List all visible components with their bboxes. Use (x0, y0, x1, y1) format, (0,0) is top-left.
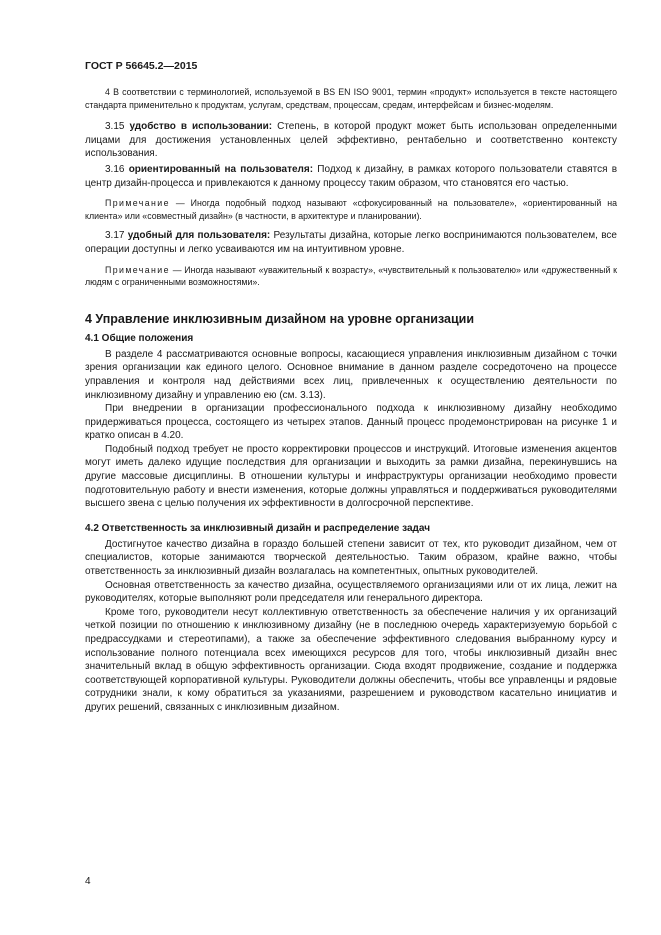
term-definition: Результаты дизайна, которые легко воспринимаются пользователем, все операции доступны и легко усваиваются им на интуитивном уровне. (85, 230, 617, 255)
page-number: 4 (85, 876, 91, 887)
section-4-1-heading: 4.1 Общие положения (85, 332, 194, 344)
paragraph: Основная ответственность за качество дизайна, осуществляемого организациями или от их лица, лежит на руководителях, которые выполняют роли председателя или генерального директора. (85, 579, 617, 605)
primechanie-2 (85, 264, 617, 289)
note-label: Примечание (105, 264, 170, 275)
page-content (85, 86, 617, 715)
primechanie-1 (85, 197, 617, 222)
section-4-heading: 4 Управление инклюзивным дизайном на уровне организации (85, 311, 475, 326)
paragraph: Достигнутое качество дизайна в гораздо большей степени зависит от тех, кто руководит дизайном, чем от специалистов, которые занимаются творческой деятельностью. Таким образом, крайне важно, чтобы ответственность за инклюзивный дизайн возлагалась на компетентных, опытных руководителей. (85, 538, 617, 578)
term-title: ориентированный на пользователя: (128, 163, 314, 175)
term-definition: Степень, в которой продукт может быть использован определенными лицами для достижения установленных целей эффективно, рентабельно и соответственно контексту использования. (85, 121, 618, 160)
term-3-17 (85, 229, 617, 256)
term-number: 3.17 (105, 230, 125, 242)
paragraph: Подобный подход требует не просто корректировки процессов и инструкций. Итоговые изменения акцентов могут иметь далеко идущие последствия для организации и выходить за рамки дизайна, перекинувшись на другие массовые дисциплины. В отношении культуры и инфраструктуры организации необходимо провести подготовительную работу и внести изменения, которые должны управляться и поддерживаться руководителями высшего звена с целью получения их эффективности в долгосрочной перспективе. (85, 443, 617, 510)
note-4: 4 В соответствии с терминологией, используемой в BS EN ISO 9001, термин «продукт» используется в тексте настоящего стандарта применительно к продуктам, услугам, средствам, процессам, средам, интерфейсам и бизнес-моделям. (85, 87, 617, 110)
paragraph: При внедрении в организации профессионального подхода к инклюзивному дизайну необходимо придерживаться процесса, состоящего из четырех этапов. Данный процесс продемонстрирован на рисунке 1 и кратко описан в 4.20. (85, 403, 617, 442)
term-number: 3.16 (105, 163, 125, 175)
paragraph: Кроме того, руководители несут коллективную ответственность за обеспечение наличия у их организаций четкой позиции по отношению к инклюзивному дизайну (не в последнюю очередь характеризуемую борьбой с предрассудками и стереотипами), а также за обеспечение эффективного следования выбранному курсу и использование полного потенциала всех имеющихся ресурсов для того, чтобы инклюзивный дизайн внес значительный вклад в общую эффективность организации. Сюда входят продвижение, создание и поддержка соответствующей корпоративной культуры. Руководители должны обеспечить, чтобы все управленцы и рядовые сотрудники знали, к кому обратиться за указаниями, разрешением и руководством касательно инициатив и других решений, связанных с инклюзивным дизайном. (85, 606, 617, 713)
standard-code-header: ГОСТ Р 56645.2—2015 (85, 60, 198, 72)
section-4-2-heading: 4.2 Ответственность за инклюзивный дизайн и распределение задач (85, 522, 431, 534)
term-title: удобный для пользователя: (127, 230, 271, 242)
term-title: удобство в использовании: (129, 121, 273, 133)
note-text: — Иногда подобный подход называют «сфокусированный на пользователе», «ориентированный на клиента» или «совместный дизайн» (в частности, в архитектуре и планировании). (85, 198, 617, 221)
note-label: Примечание (105, 198, 170, 209)
term-3-16 (85, 163, 617, 190)
term-3-15 (85, 120, 617, 161)
paragraph: В разделе 4 рассматриваются основные вопросы, касающиеся управления инклюзивным дизайном с точки зрения организации как единого целого. Основное внимание в данном разделе сосредоточено на процессе управления и контроля над действиями всех лиц, привлеченных к осуществлению деятельности по инклюзивному дизайну и управлению ею (см. 3.13). (85, 348, 617, 401)
term-number: 3.15 (105, 121, 125, 133)
term-definition: Подход к дизайну, в рамках которого пользователи ставятся в центр дизайн-процесса и привлекаются к данному процессу таким образом, что становятся его частью. (85, 163, 618, 189)
note-text: — Иногда называют «уважительный к возрасту», «чувствительный к пользователю» или «дружественный к людям с ограниченными возможностями». (85, 264, 617, 288)
